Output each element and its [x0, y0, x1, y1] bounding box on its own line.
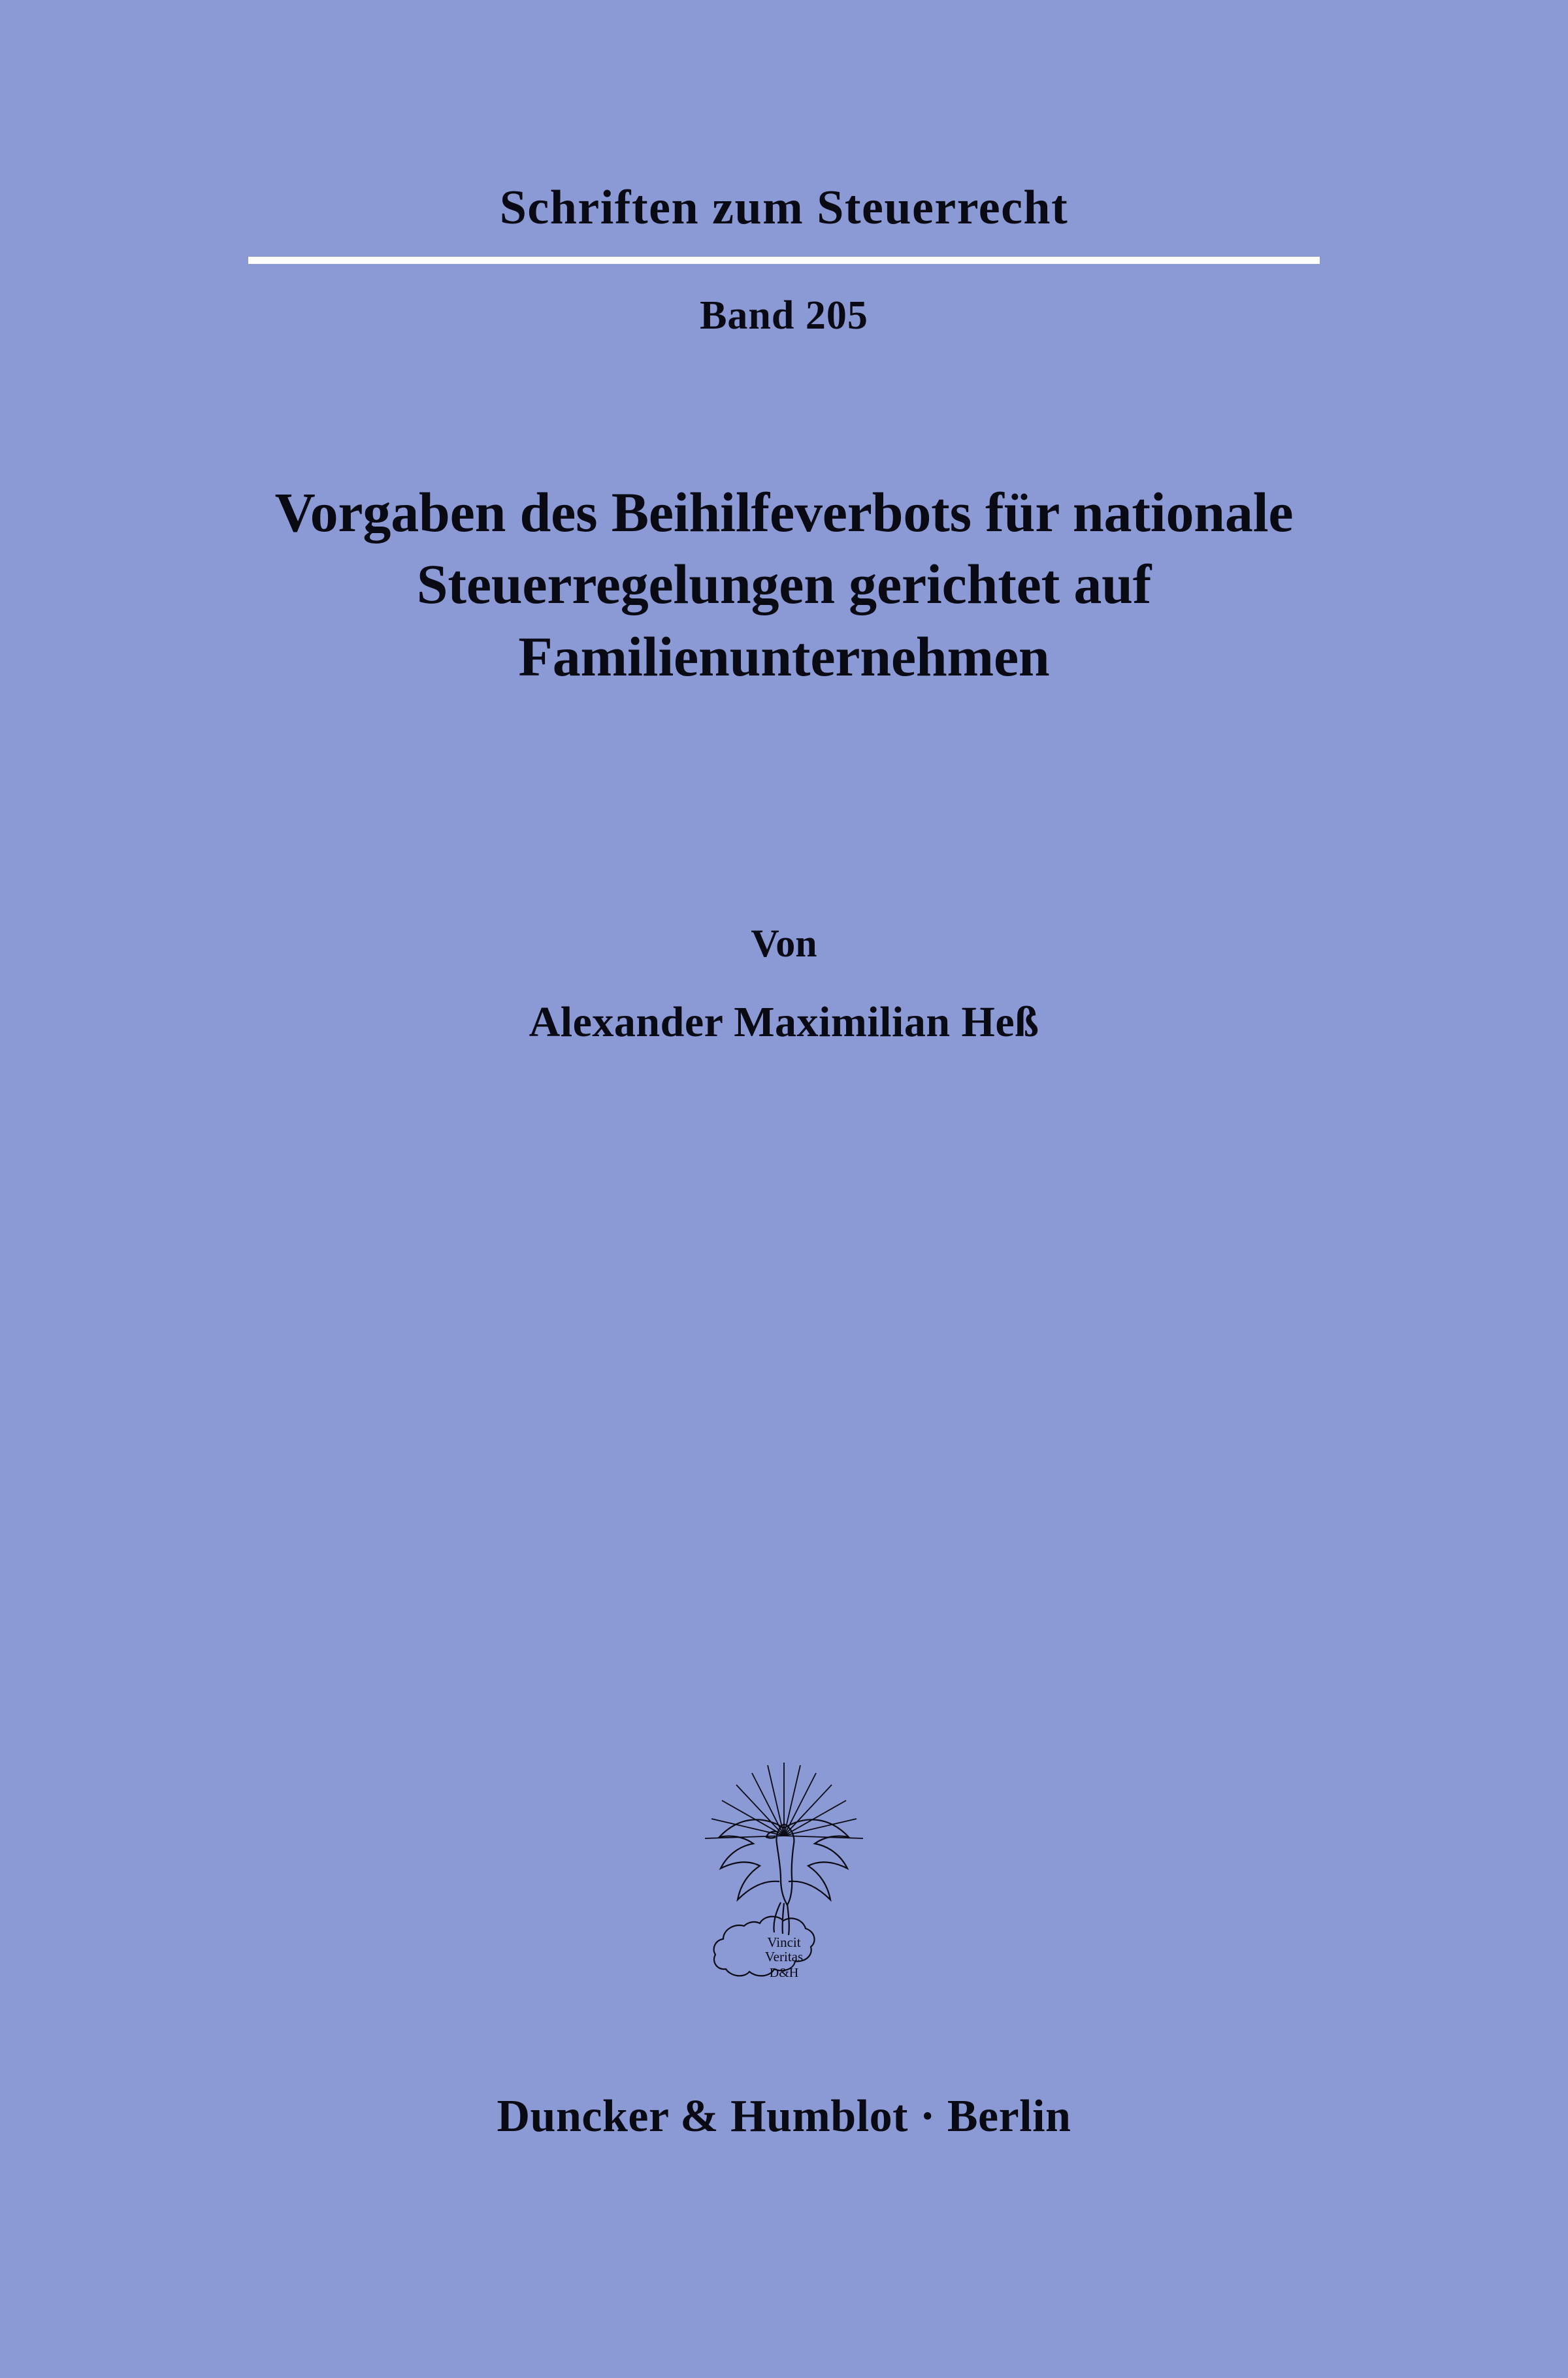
publisher-name: Duncker & Humblot · Berlin	[497, 2091, 1071, 2142]
svg-text:Veritas: Veritas	[764, 1949, 804, 1964]
book-title: Vorgaben des Beihilfeverbots für nationale Steuerregelungen gerichtet auf Familienunternehmen	[274, 481, 1294, 688]
duncker-humblot-eagle-logo-icon	[676, 1751, 892, 2025]
series-title: Schriften zum Steuerrecht	[499, 181, 1069, 235]
series-divider-rule	[248, 257, 1320, 264]
svg-text:Vincit: Vincit	[767, 1934, 801, 1950]
svg-text:D&H: D&H	[769, 1966, 799, 1980]
series-volume-number: Band 205	[700, 293, 868, 338]
author-name: Alexander Maximilian Heß	[529, 998, 1039, 1046]
byline-preposition: Von	[751, 921, 817, 965]
